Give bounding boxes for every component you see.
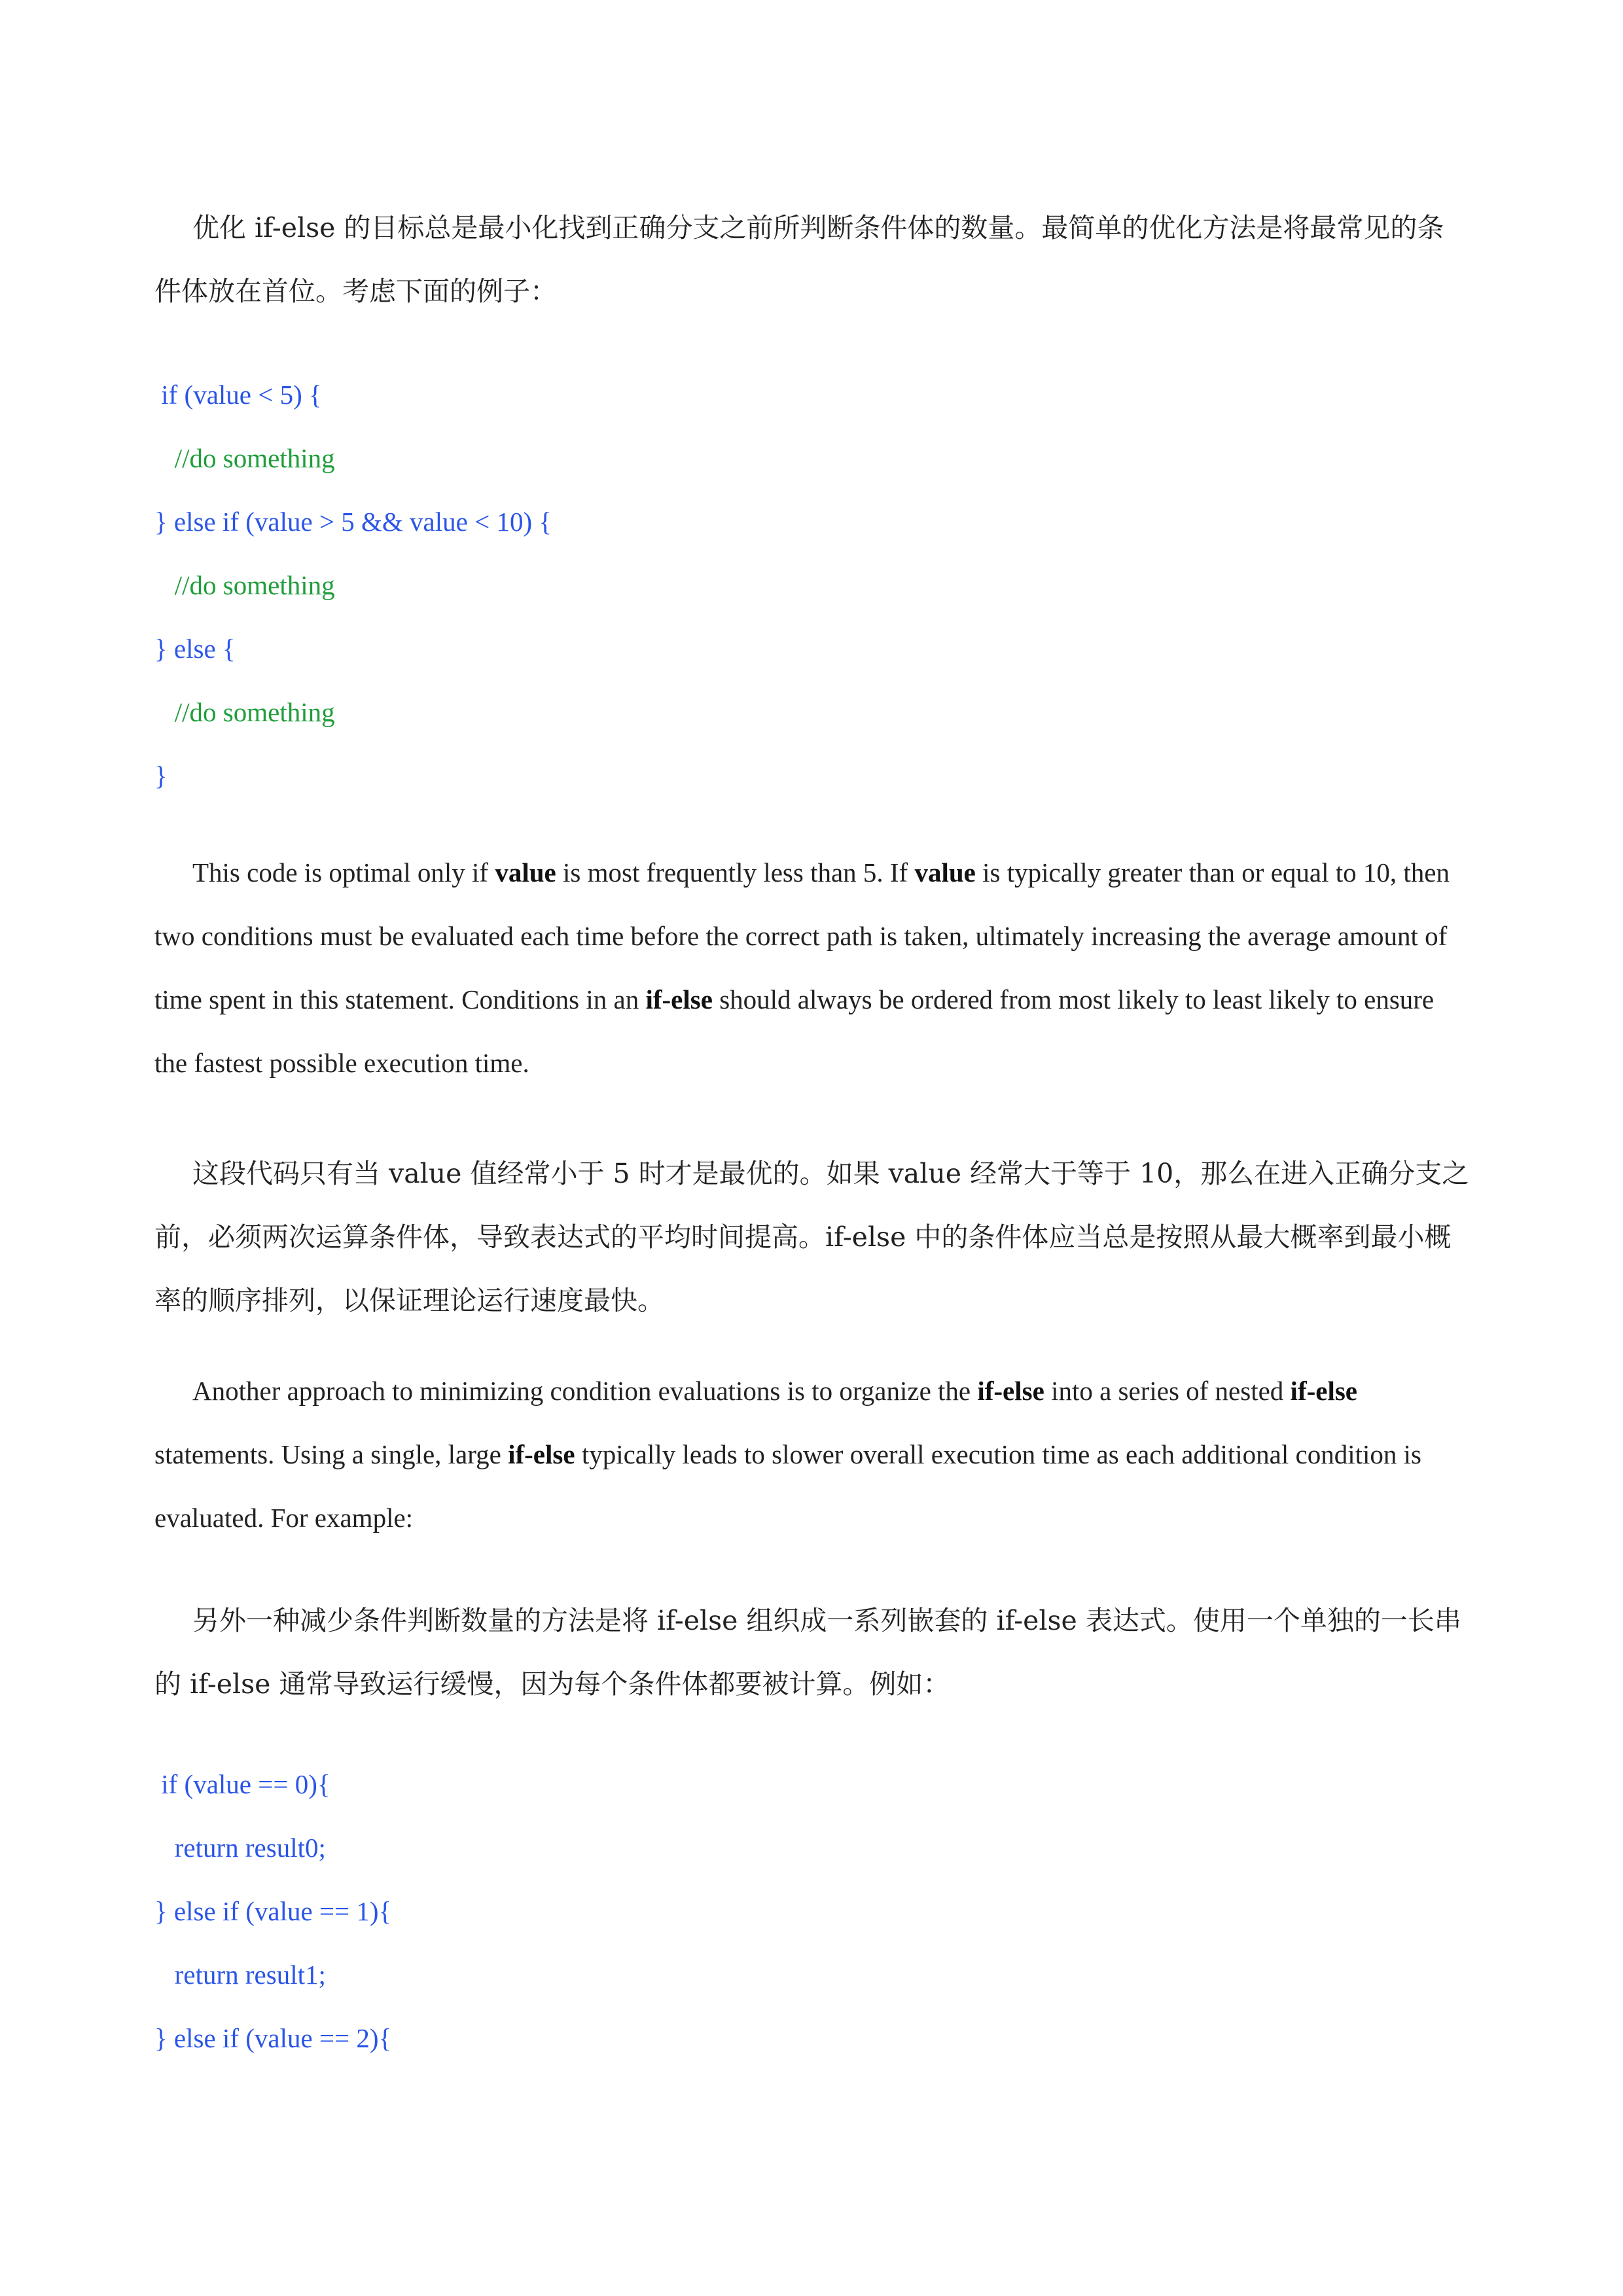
code-block-1 [154, 363, 552, 808]
paragraph-text: 另外一种减少条件判断数量的方法是将 if-else 组织成一系列嵌套的 if-else 表达式。使用一个单独的一长串的 if-else 通常导致运行缓慢，因为每个条件体都要被计算。例如： [154, 1605, 1461, 1700]
paragraph-nested-zh [154, 1589, 1470, 1716]
code-line: if (value == 0){ [154, 1769, 330, 1799]
code-line: } else if (value == 1){ [154, 1896, 392, 1926]
text-run: statements. Using a single, large [154, 1439, 508, 1469]
code-line: //do something [154, 443, 335, 473]
bold-keyword: value [495, 857, 556, 888]
paragraph-text: 这段代码只有当 value 值经常小于 5 时才是最优的。如果 value 经常大于等于 10，那么在进入正确分支之前，必须两次运算条件体，导致表达式的平均时间提高。if-else 中的条件体应当总是按照从最大概率到最小概率的顺序排列，以保证理论运行速度最快。 [154, 1158, 1469, 1316]
text-run: is most frequently less than 5. If [556, 857, 915, 888]
code-line: //do something [154, 697, 335, 727]
paragraph-text: 优化 if-else 的目标总是最小化找到正确分支之前所判断条件体的数量。最简单的优化方法是将最常见的条件体放在首位。考虑下面的例子： [154, 212, 1444, 307]
text-run: into a series of nested [1044, 1376, 1291, 1406]
code-line: return result1; [154, 1960, 326, 1990]
code-line: if (value < 5) { [154, 380, 322, 410]
code-line: return result0; [154, 1833, 326, 1863]
bold-keyword: if-else [508, 1439, 575, 1469]
paragraph-nested-en [154, 1359, 1470, 1550]
text-run: is typically greater than or equal to 10, then two conditions must be evaluated each time before the correct path is taken, ultimately increasing the average amount of time spent in this statement. Conditions in an [154, 857, 1450, 1014]
bold-keyword: if-else [977, 1376, 1044, 1406]
text-run: should always be ordered from most likely to least likely to ensure the fastest possible execution time. [154, 984, 1435, 1078]
bold-keyword: value [914, 857, 976, 888]
text-run: This code is optimal only if [192, 857, 495, 888]
code-block-2 [154, 1753, 391, 2070]
code-line: } [154, 761, 168, 791]
code-line: } else if (value > 5 && value < 10) { [154, 507, 552, 537]
code-line: //do something [154, 570, 335, 600]
bold-keyword: if-else [645, 984, 713, 1014]
code-line: } else if (value == 2){ [154, 2023, 392, 2053]
text-run: typically leads to slower overall execution time as each additional condition is evaluated. For example: [154, 1439, 1421, 1533]
text-run: Another approach to minimizing condition evaluations is to organize the [192, 1376, 978, 1406]
code-line: } else { [154, 634, 236, 664]
paragraph-intro-zh [154, 196, 1470, 323]
paragraph-optimal-en [154, 841, 1470, 1095]
bold-keyword: if-else [1290, 1376, 1357, 1406]
paragraph-optimal-zh [154, 1142, 1470, 1333]
